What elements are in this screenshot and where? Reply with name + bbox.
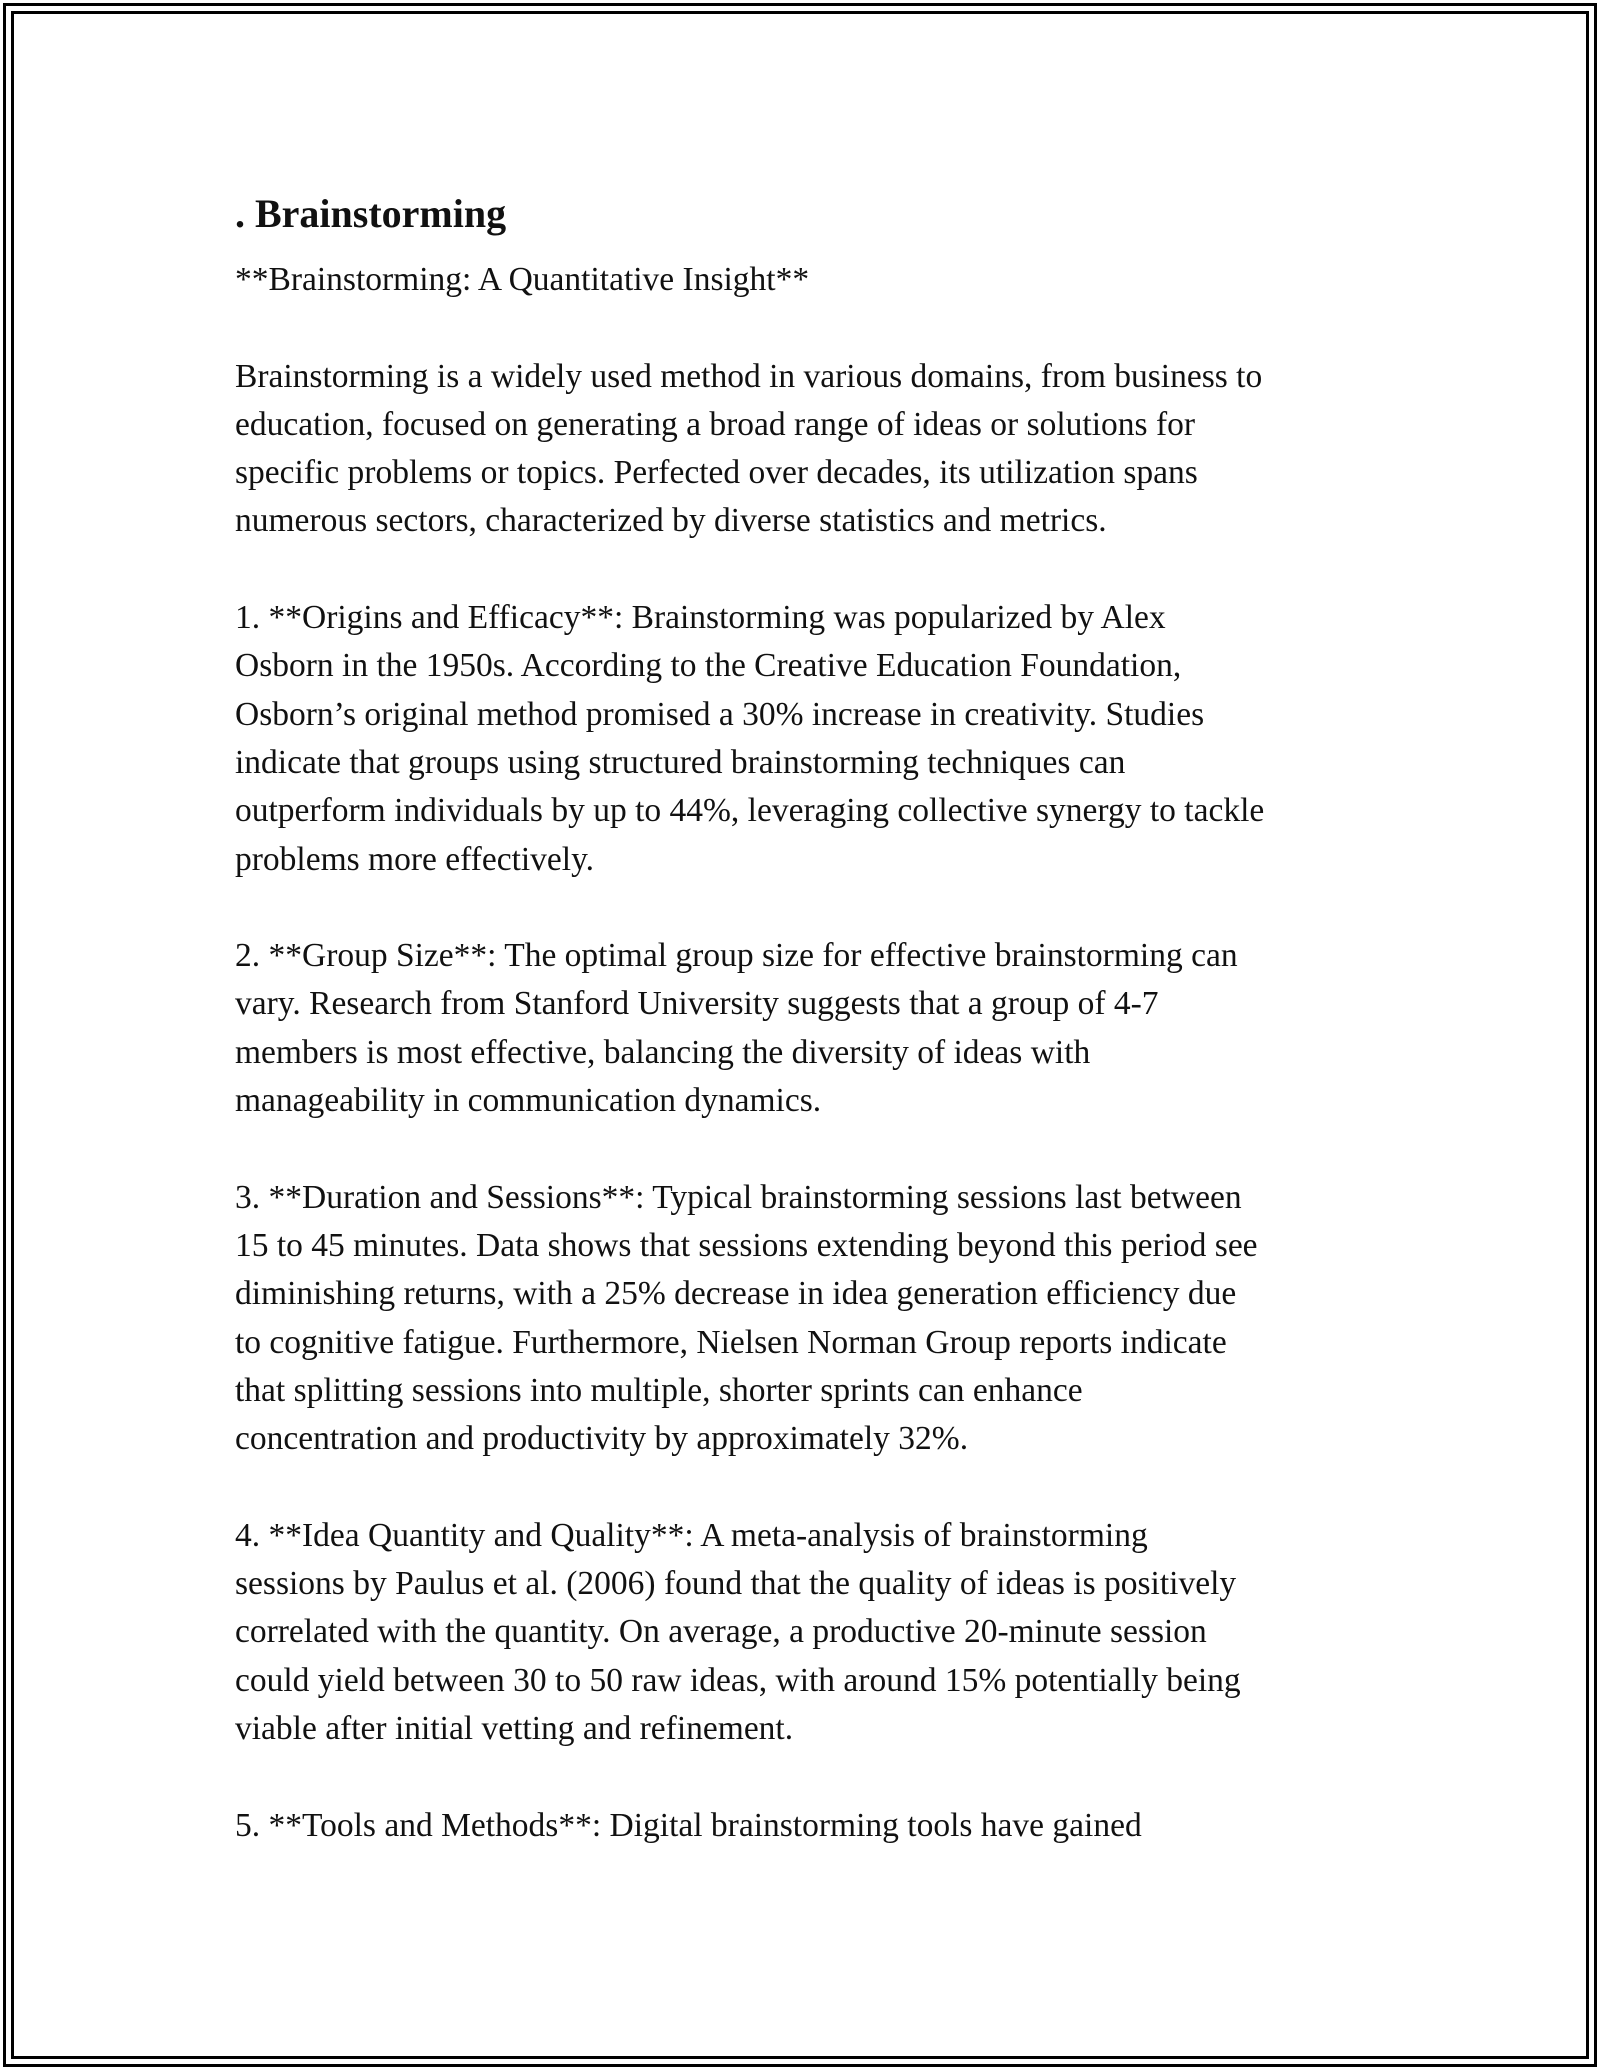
paragraph-line: vary. Research from Stanford University suggests that a group of 4-7 bbox=[235, 985, 1159, 1023]
paragraph-line: correlated with the quantity. On average, a productive 20-minute session bbox=[235, 1613, 1207, 1651]
paragraph-line: **Brainstorming: A Quantitative Insight** bbox=[235, 261, 810, 298]
intro-paragraph bbox=[235, 353, 1375, 546]
paragraph-line: to cognitive fatigue. Furthermore, Nielsen Norman Group reports indicate bbox=[235, 1323, 1227, 1361]
group-size-paragraph bbox=[235, 932, 1375, 1125]
paragraph-line: numerous sectors, characterized by diverse statistics and metrics. bbox=[235, 502, 1107, 540]
quantity-quality-paragraph bbox=[235, 1512, 1375, 1753]
paragraph-line: 5. **Tools and Methods**: Digital brainstorming tools have gained bbox=[235, 1806, 1142, 1844]
paragraph-line: members is most effective, balancing the diversity of ideas with bbox=[235, 1033, 1091, 1071]
paragraph-line: Brainstorming is a widely used method in various domains, from business to bbox=[235, 357, 1263, 395]
paragraph-line: diminishing returns, with a 25% decrease in idea generation efficiency due bbox=[235, 1275, 1237, 1313]
paragraph-line: concentration and productivity by approximately 32%. bbox=[235, 1420, 969, 1458]
paragraph-line: indicate that groups using structured brainstorming techniques can bbox=[235, 743, 1126, 781]
duration-paragraph bbox=[235, 1174, 1375, 1464]
paragraph-line: problems more effectively. bbox=[235, 840, 595, 878]
origins-paragraph bbox=[235, 594, 1375, 884]
tools-paragraph bbox=[235, 1802, 1375, 1850]
paragraph-line: viable after initial vetting and refinement. bbox=[235, 1709, 794, 1747]
paragraph-line: could yield between 30 to 50 raw ideas, with around 15% potentially being bbox=[235, 1661, 1241, 1699]
paragraph-line: that splitting sessions into multiple, shorter sprints can enhance bbox=[235, 1371, 1083, 1409]
paragraph-line: 4. **Idea Quantity and Quality**: A meta-analysis of brainstorming bbox=[235, 1516, 1148, 1554]
paragraph-line: 3. **Duration and Sessions**: Typical brainstorming sessions last between bbox=[235, 1178, 1242, 1216]
document-body bbox=[235, 186, 1375, 1898]
paragraph-line: outperform individuals by up to 44%, leveraging collective synergy to tackle bbox=[235, 792, 1265, 830]
paragraph-line: sessions by Paulus et al. (2006) found that the quality of ideas is positively bbox=[235, 1565, 1237, 1603]
paragraph-line: specific problems or topics. Perfected over decades, its utilization spans bbox=[235, 454, 1198, 492]
paragraph-line: Osborn in the 1950s. According to the Creative Education Foundation, bbox=[235, 647, 1182, 685]
paragraph-line: education, focused on generating a broad range of ideas or solutions for bbox=[235, 405, 1196, 443]
paragraph-line: 2. **Group Size**: The optimal group size for effective brainstorming can bbox=[235, 937, 1238, 975]
paragraph-line: 1. **Origins and Efficacy**: Brainstorming was popularized by Alex bbox=[235, 599, 1166, 637]
paragraph-line: Osborn’s original method promised a 30% increase in creativity. Studies bbox=[235, 695, 1205, 733]
section-heading: . Brainstorming bbox=[235, 191, 507, 236]
paragraph-line: 15 to 45 minutes. Data shows that sessions extending beyond this period see bbox=[235, 1226, 1258, 1264]
subtitle-paragraph bbox=[235, 256, 1375, 304]
paragraph-line: manageability in communication dynamics. bbox=[235, 1082, 822, 1120]
